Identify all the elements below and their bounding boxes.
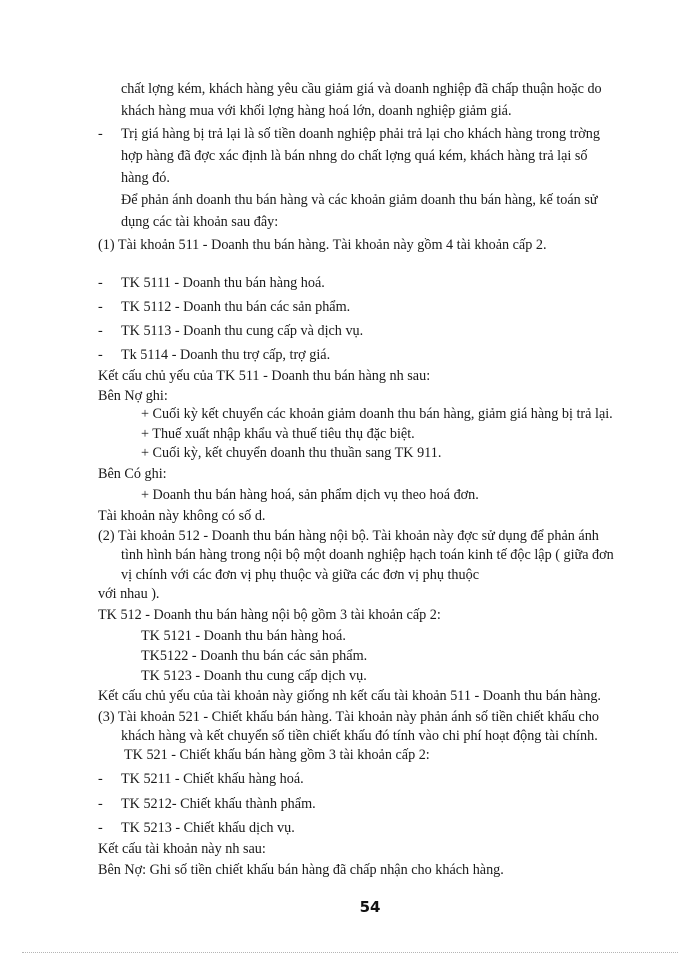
text-line: TK 5112 - Doanh thu bán các sản phẩm. [121,299,351,315]
text-line: chất lợng kém, khách hàng yêu cầu giảm giá và doanh nghiệp đã chấp thuận hoặc do [121,81,602,97]
text-line: vị chính với các đơn vị phụ thuộc và giữa các đơn vị phụ thuộc [121,567,479,583]
bullet-dash: - [98,347,103,363]
text-line: (3) Tài khoản 521 - Chiết khấu bán hàng. Tài khoản này phản ánh số tiền chiết khấu cho [98,709,600,725]
page-number: 54 [359,898,381,916]
text-line: hàng đó. [121,170,170,186]
text-line: + Cuối kỳ kết chuyển các khoản giảm doanh thu bán hàng, giảm giá hàng bị trả lại. [141,406,613,422]
text-line: + Thuế xuất nhập khẩu và thuế tiêu thụ đặc biệt. [141,426,415,442]
bottom-dotted-rule [22,952,678,953]
bullet-dash: - [98,796,103,812]
text-line: (1) Tài khoản 511 - Doanh thu bán hàng. Tài khoản này gồm 4 tài khoản cấp 2. [98,237,547,253]
text-line: TK 5123 - Doanh thu cung cấp dịch vụ. [141,668,367,684]
text-line: TK 5113 - Doanh thu cung cấp và dịch vụ. [121,323,364,339]
bullet-dash: - [98,275,103,291]
bullet-dash: - [98,323,103,339]
text-line: khách hàng và kết chuyển số tiền chiết khấu đó tính vào chi phí hoạt động tài chính. [121,728,598,744]
text-line: Để phản ánh doanh thu bán hàng và các khoản giảm doanh thu bán hàng, kế toán sử [121,192,598,208]
text-line: Bên Có ghi: [98,466,167,482]
text-line: Tài khoản này không có số d. [98,508,266,524]
bullet-dash: - [98,820,103,836]
text-line: Trị giá hàng bị trả lại là số tiền doanh nghiệp phải trả lại cho khách hàng trong trờng [121,126,600,142]
text-line: + Doanh thu bán hàng hoá, sản phẩm dịch vụ theo hoá đơn. [141,487,479,503]
bullet-dash: - [98,771,103,787]
text-line: khách hàng mua với khối lợng hàng hoá lớn, doanh nghiệp giảm giá. [121,103,512,119]
text-line: Kết cấu tài khoản này nh sau: [98,841,266,857]
bullet-dash: - [98,299,103,315]
text-line: TK 5211 - Chiết khấu hàng hoá. [121,771,304,787]
text-line: Kết cấu chủ yếu của TK 511 - Doanh thu bán hàng nh sau: [98,368,431,384]
text-line: (2) Tài khoản 512 - Doanh thu bán hàng nội bộ. Tài khoản này đợc sử dụng để phản ánh [98,528,599,544]
text-line: dụng các tài khoản sau đây: [121,214,279,230]
text-line: + Cuối kỳ, kết chuyển doanh thu thuần sang TK 911. [141,445,442,461]
bullet-dash: - [98,126,103,142]
text-line: TK 5213 - Chiết khấu dịch vụ. [121,820,295,836]
text-line: TK 5121 - Doanh thu bán hàng hoá. [141,628,346,644]
text-line: với nhau ). [98,586,160,602]
text-line: TK 512 - Doanh thu bán hàng nội bộ gồm 3 tài khoản cấp 2: [98,607,441,623]
text-line: TK 5111 - Doanh thu bán hàng hoá. [121,275,325,291]
text-line: Kết cấu chủ yếu của tài khoản này giống nh kết cấu tài khoản 511 - Doanh thu bán hàng. [98,688,601,704]
text-line: hợp hàng đã đợc xác định là bán nhng do chất lợng quá kém, khách hàng trả lại số [121,148,588,164]
text-line: Bên Nợ: Ghi số tiền chiết khấu bán hàng đã chấp nhận cho khách hàng. [98,862,504,878]
text-line: tình hình bán hàng trong nội bộ một doanh nghiệp hạch toán kinh tế độc lập ( giữa đơn [121,547,614,563]
text-line: TK 521 - Chiết khấu bán hàng gồm 3 tài khoản cấp 2: [124,747,430,763]
text-line: Bên Nợ ghi: [98,388,168,404]
text-line: TK5122 - Doanh thu bán các sản phẩm. [141,648,368,664]
text-line: Tk 5114 - Doanh thu trợ cấp, trợ giá. [121,347,331,363]
text-line: TK 5212- Chiết khấu thành phẩm. [121,796,316,812]
